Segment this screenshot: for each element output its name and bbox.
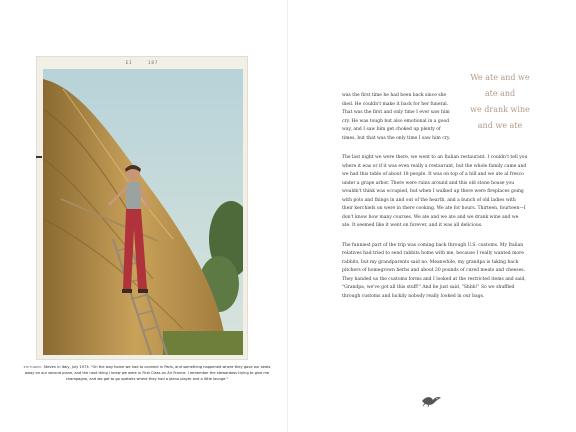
photo-code-left: EI [125,60,133,65]
photo-code-right: 187 [148,60,159,65]
pull-quote-line: and we ate [477,121,523,130]
body-paragraph: The last night we were there, we went to an Italian restaurant. I couldn't tell you where it was or if it was even really a restaurant, but the whole family came and we had this table of about 18 people. It was on top of a hill and we ate al fresco under a grape arbor. There were ruins around and this old stone house you wouldn't think was occupied, but when I walked up there were fireplaces going with pots and things in and out of the hearth, and a bunch of old ladies with their kerchiefs on were in there cooking. We ate for hours. Thirteen, fourteen—I don't know how many courses. We ate and we ate and we drank wine and we ate. It seemed like it went on forever, and it was all delicious. [342,155,528,228]
pull-quote-line: we drank wine [470,105,530,114]
body-paragraph: was the first time he had been back since she died. He couldn't make it back for her funeral. That was the first and only time I ever saw him cry. He was tough but also emotional in a good way, and I saw him get choked up plenty of times, but that was the only time I saw him cry. [342,93,451,141]
caption-label: PICTURED: [23,365,43,369]
photo-boy-on-haystack [43,69,243,355]
caption-text: Steven in Italy, July 1973. "On the way home we had to connect in Paris, and something happened where they gave our seats away on our second plane, and the next thing I knew we were in First Class on Air France. I remember the stewardess trying to give me champagne, and we got to go upstairs where they had a piano player and a little lounge." [24,365,271,382]
photo-print [36,56,248,360]
pull-quote-line: ate and [484,89,516,98]
page-gutter [287,0,288,432]
photo-illustration [43,69,243,355]
body-text-column [342,92,528,312]
pull-quote-line: We ate and we [470,73,530,82]
body-paragraph: The funniest part of the trip was coming back through U.S. customs. My Italian relatives had tried to send rabbits home with me, because I really wanted more rabbits, but my grandparents said no. Meanwhile, my grandpa is taking back pitchers of homegrown herbs and about 20 pounds of cured meats and cheeses. They handed us the customs forms and I looked at the restricted items and said, "Grandpa, we've got all this stuff!" And he just said, "Shhh!" So we shuffled through customs and luckily nobody really looked in our bags. [342,242,526,299]
edge-mark [36,156,42,158]
photo-print-code [37,60,247,65]
bird-ornament-icon [420,392,442,408]
photo-caption [22,364,272,383]
